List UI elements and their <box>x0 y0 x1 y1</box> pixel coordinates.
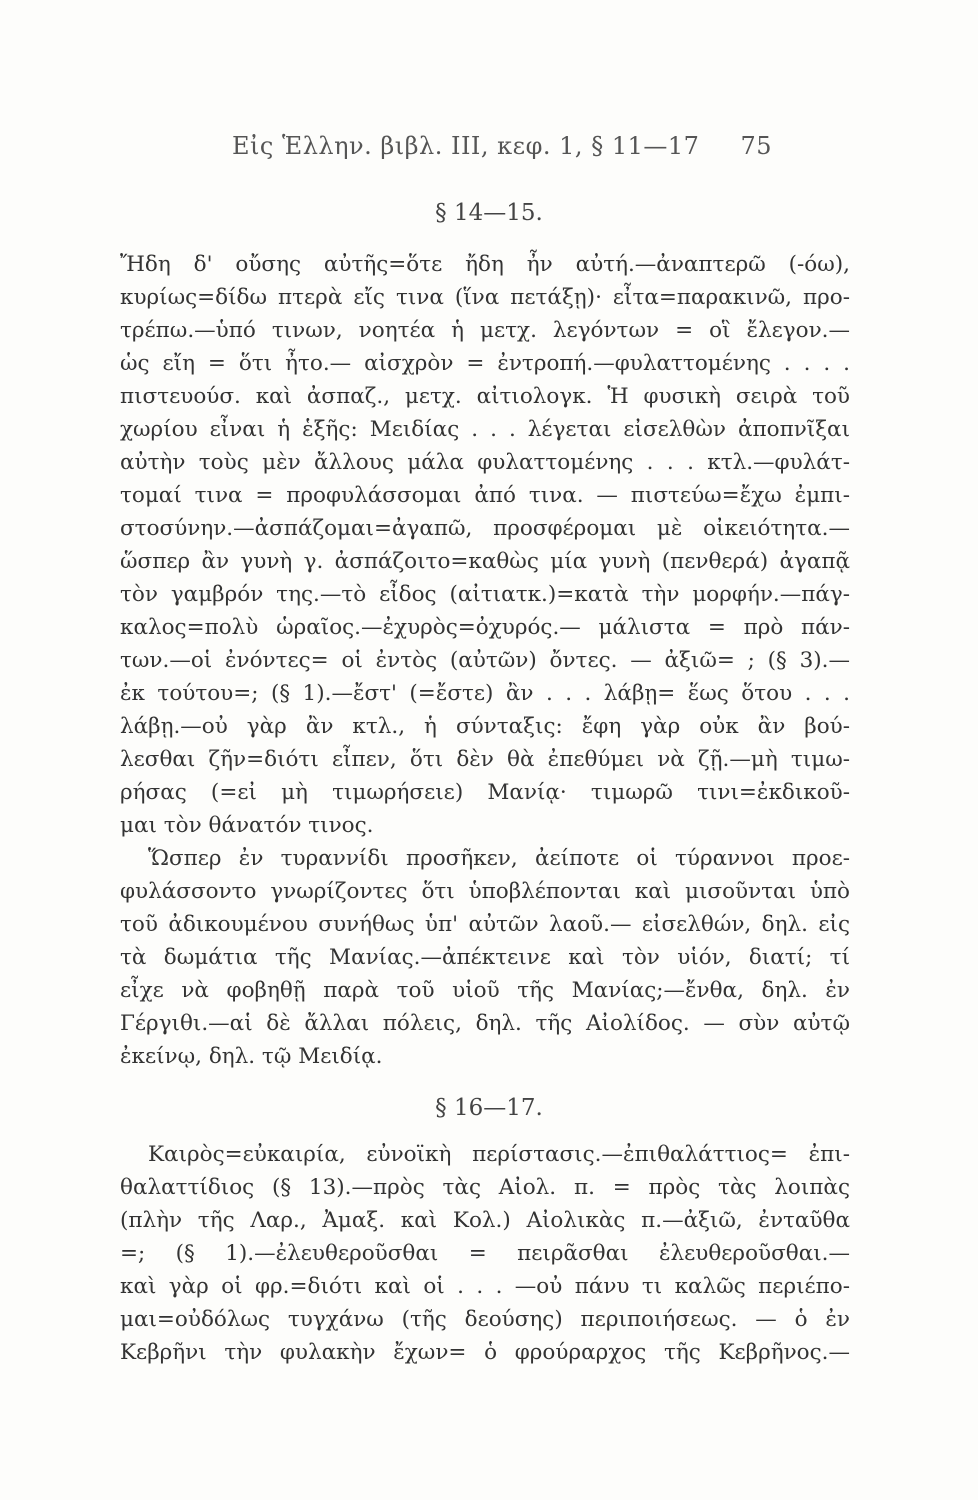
text-line: κυρίως=δίδω πτερὰ εἴς τινα (ἵνα πετάξῃ)· εἶτα=παρακινῶ, προ- <box>120 285 850 310</box>
text-line: Ἤδη δ' οὔσης αὐτῆς=ὅτε ἤδη ἦν αὐτή.—ἀναπτερῶ (-όω), <box>120 252 850 277</box>
text-line: λεσθαι ζῆν=διότι εἶπεν, ὅτι δὲν θὰ ἐπεθύμει νὰ ζῇ.—μὴ τιμω- <box>120 747 850 772</box>
text-line: =; (§ 1).—ἐλευθεροῦσθαι = πειρᾶσθαι ἐλευθεροῦσθαι.— <box>120 1241 850 1266</box>
text-line: φυλάσσοντο γνωρίζοντες ὅτι ὑποβλέπονται καὶ μισοῦνται ὑπὸ <box>120 879 850 904</box>
text-line: μαι τὸν θάνατόν τινος. <box>120 813 374 838</box>
text-line: χωρίου εἶναι ἡ ἑξῆς: Μειδίας . . . λέγεται εἰσελθὼν ἀποπνῖξαι <box>120 417 850 442</box>
text-line: θαλαττίδιος (§ 13).—πρὸς τὰς Αἰολ. π. = πρὸς τὰς λοιπὰς <box>120 1175 850 1200</box>
text-line: αὐτὴν τοὺς μὲν ἄλλους μάλα φυλαττομένης . . . κτλ.—φυλάτ- <box>120 450 850 475</box>
section-16-17-body <box>120 1138 850 1369</box>
text-line: Κεβρῆνι τὴν φυλακὴν ἔχων= ὁ φρούραρχος τῆς Κεβρῆνος.— <box>120 1340 850 1365</box>
text-line: ὡς εἴη = ὅτι ἦτο.— αἰσχρὸν = ἐντροπή.—φυλαττομένης . . . . <box>120 351 850 376</box>
running-header <box>232 132 772 160</box>
text-line: καλος=πολὺ ὡραῖος.—ἐχυρὸς=ὀχυρός.— μάλιστα = πρὸ πάν- <box>120 615 850 640</box>
text-line: καὶ γὰρ οἱ φρ.=διότι καὶ οἱ . . . —οὐ πάνυ τι καλῶς περιέπο- <box>120 1274 850 1299</box>
section-14-15-body <box>120 248 850 1073</box>
text-line: λάβῃ.—οὐ γὰρ ἂν κτλ., ἡ σύνταξις: ἔφη γὰρ οὐκ ἂν βού- <box>120 714 850 739</box>
text-line: τὸν γαμβρόν της.—τὸ εἶδος (αἰτιατκ.)=κατὰ τὴν μορφήν.—πάγ- <box>120 582 850 607</box>
text-line: Ὥσπερ ἐν τυραννίδι προσῆκεν, ἀείποτε οἱ τύραννοι προε- <box>148 846 850 871</box>
text-line: τὰ δωμάτια τῆς Μανίας.—ἀπέκτεινε καὶ τὸν υἱόν, διατί; τί <box>120 945 850 970</box>
text-line: ὥσπερ ἂν γυνὴ γ. ἀσπάζοιτο=καθὼς μία γυνὴ (πενθερά) ἀγαπᾷ <box>120 549 850 574</box>
section-heading-14-15: § 14—15. <box>435 200 543 226</box>
text-line: Καιρὸς=εὐκαιρία, εὐνοϊκὴ περίστασις.—ἐπιθαλάττιος= ἐπι- <box>148 1142 850 1167</box>
running-title: Εἰς Ἑλλην. βιβλ. III, κεφ. 1, § 11—17 <box>232 132 700 160</box>
text-line: τομαί τινα = προφυλάσσομαι ἀπό τινα. — πιστεύω=ἔχω ἐμπι- <box>120 483 850 508</box>
section-heading-16-17: § 16—17. <box>435 1095 543 1121</box>
text-line: ρήσας (=εἰ μὴ τιμωρήσειε) Μανίᾳ· τιμωρῶ τινι=ἐκδικοῦ- <box>120 780 850 805</box>
text-line: πιστευούσ. καὶ ἀσπαζ., μετχ. αἰτιολογκ. Ἡ φυσικὴ σειρὰ τοῦ <box>120 384 850 409</box>
text-line: (πλὴν τῆς Λαρ., Ἀμαξ. καὶ Κολ.) Αἰολικὰς π.—ἀξιῶ, ἐνταῦθα <box>120 1208 850 1233</box>
page-number: 75 <box>740 132 772 160</box>
text-line: τρέπω.—ὑπό τινων, νοητέα ἡ μετχ. λεγόντων = οἳ ἔλεγον.— <box>120 318 850 343</box>
text-line: τοῦ ἀδικουμένου συνήθως ὑπ' αὐτῶν λαοῦ.— εἰσελθών, δηλ. εἰς <box>120 912 850 937</box>
text-line: εἶχε νὰ φοβηθῇ παρὰ τοῦ υἱοῦ τῆς Μανίας;—ἔνθα, δηλ. ἐν <box>120 978 850 1003</box>
text-line: των.—οἱ ἐνόντες= οἱ ἐντὸς (αὐτῶν) ὄντες. — ἀξιῶ= ; (§ 3).— <box>120 648 850 673</box>
text-line: Γέργιθι.—αἱ δὲ ἄλλαι πόλεις, δηλ. τῆς Αἰολίδος. — σὺν αὐτῷ <box>120 1011 850 1036</box>
text-line: στοσύνην.—ἀσπάζομαι=ἀγαπῶ, προσφέρομαι μὲ οἰκειότητα.— <box>120 516 850 541</box>
text-line: ἐκ τούτου=; (§ 1).—ἔστ' (=ἔστε) ἂν . . . λάβῃ= ἕως ὅτου . . . <box>120 681 850 706</box>
text-line: ἐκείνῳ, δηλ. τῷ Μειδίᾳ. <box>120 1044 383 1069</box>
text-line: μαι=οὐδόλως τυγχάνω (τῆς δεούσης) περιποιήσεως. — ὁ ἐν <box>120 1307 850 1332</box>
